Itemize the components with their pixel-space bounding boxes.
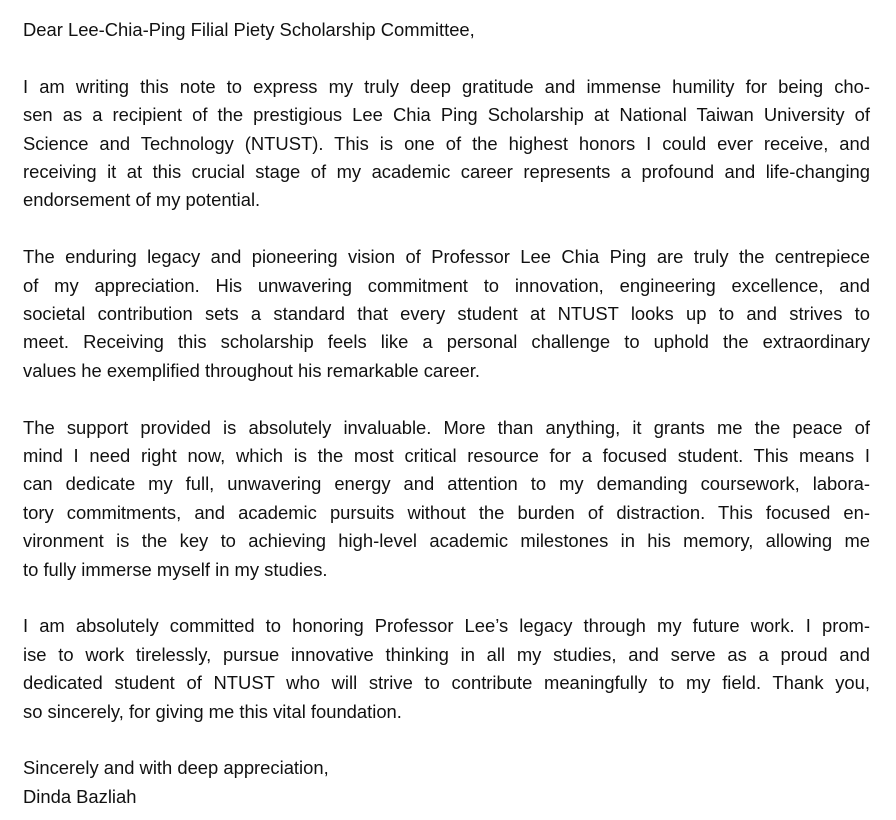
paragraph-commitment bbox=[23, 612, 870, 726]
paragraph-line: vironment is the key to achieving high-level academic milestones in his memory, allowing me bbox=[23, 530, 870, 552]
letter-document bbox=[23, 16, 870, 811]
paragraph-line: meet. Receiving this scholarship feels like a personal challenge to uphold the extraordinary bbox=[23, 331, 870, 353]
paragraph-line: receiving it at this crucial stage of my academic career represents a profound and life-changing bbox=[23, 161, 870, 183]
paragraph-line: can dedicate my full, unwavering energy and attention to my demanding coursework, labora- bbox=[23, 473, 870, 495]
paragraph-line: endorsement of my potential. bbox=[23, 189, 261, 211]
paragraph-line: tory commitments, and academic pursuits without the burden of distraction. This focused en- bbox=[23, 501, 870, 523]
closing: Sincerely and with deep appreciation, bbox=[23, 757, 329, 779]
paragraph-line: I am writing this note to express my truly deep gratitude and immense humility for being cho- bbox=[23, 75, 870, 97]
paragraph-support bbox=[23, 414, 870, 584]
paragraph-line: values he exemplified throughout his remarkable career. bbox=[23, 359, 480, 381]
paragraph-line: societal contribution sets a standard that every student at NTUST looks up to and strives to bbox=[23, 303, 870, 325]
paragraph-line: sen as a recipient of the prestigious Lee Chia Ping Scholarship at National Taiwan University of bbox=[23, 104, 870, 126]
paragraph-line: The enduring legacy and pioneering vision of Professor Lee Chia Ping are truly the centrepiece bbox=[23, 246, 870, 268]
paragraph-gap bbox=[23, 726, 870, 754]
paragraph-gratitude bbox=[23, 73, 870, 215]
paragraph-gap bbox=[23, 385, 870, 413]
paragraph-line: I am absolutely committed to honoring Professor Lee’s legacy through my future work. I prom- bbox=[23, 615, 870, 637]
paragraph-line: Science and Technology (NTUST). This is one of the highest honors I could ever receive, and bbox=[23, 132, 870, 154]
paragraph-line: dedicated student of NTUST who will strive to contribute meaningfully to my field. Thank you, bbox=[23, 672, 870, 694]
paragraph-gap bbox=[23, 215, 870, 243]
paragraph-line: of my appreciation. His unwavering commitment to innovation, engineering excellence, and bbox=[23, 274, 870, 296]
paragraph-line: mind I need right now, which is the most critical resource for a focused student. This means I bbox=[23, 445, 870, 467]
signature: Dinda Bazliah bbox=[23, 785, 137, 807]
paragraph-line: ise to work tirelessly, pursue innovative thinking in all my studies, and serve as a proud and bbox=[23, 643, 870, 665]
paragraph-line: so sincerely, for giving me this vital foundation. bbox=[23, 700, 402, 722]
paragraph-legacy bbox=[23, 243, 870, 385]
paragraph-gap bbox=[23, 44, 870, 72]
paragraph-gap bbox=[23, 584, 870, 612]
paragraph-line: to fully immerse myself in my studies. bbox=[23, 558, 328, 580]
salutation: Dear Lee-Chia-Ping Filial Piety Scholarship Committee, bbox=[23, 19, 475, 40]
paragraph-line: The support provided is absolutely invaluable. More than anything, it grants me the peace of bbox=[23, 416, 870, 438]
